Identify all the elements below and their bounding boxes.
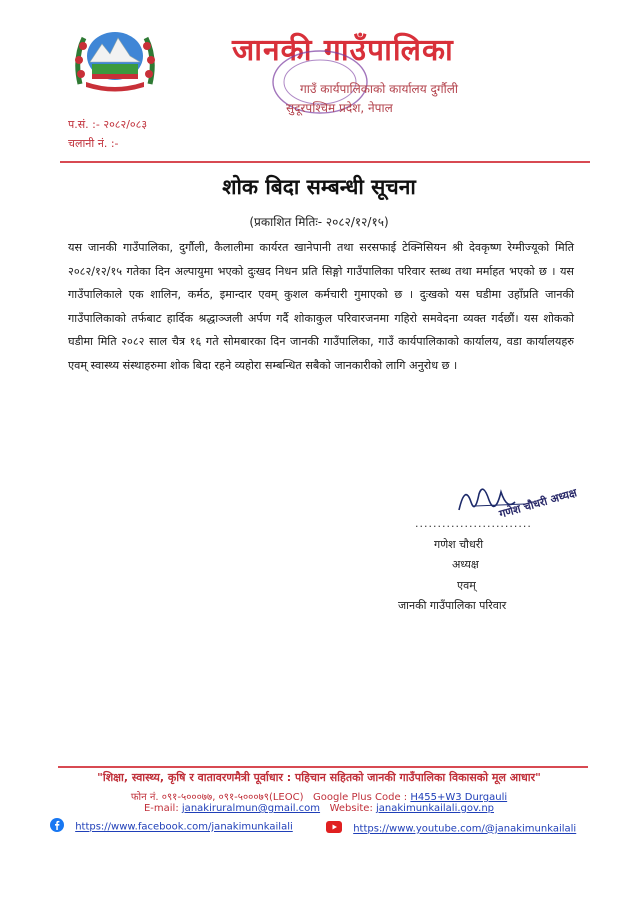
signatory-name: गणेश चौधरी (434, 538, 484, 551)
signature-stamp: गणेश चौधरी अध्यक्ष (497, 486, 579, 521)
signatory-family: जानकी गाउँपालिका परिवार (398, 599, 507, 612)
facebook-row (50, 818, 293, 835)
youtube-row (326, 821, 576, 836)
youtube-link[interactable]: https://www.youtube.com/@janakimunkailali (353, 823, 577, 835)
website-label: Website: (329, 803, 373, 814)
header-divider (60, 161, 590, 163)
footer-contact-line-1 (0, 789, 638, 803)
signature-conjunction: एवम् (457, 579, 476, 592)
notice-title: शोक बिदा सम्बन्धी सूचना (222, 175, 416, 199)
facebook-icon (50, 818, 64, 835)
email-link[interactable]: janakiruralmun@gmail.com (181, 803, 321, 814)
footer-contact-line-2 (0, 803, 638, 814)
signature-line: .......................... (415, 517, 532, 530)
published-date: (प्रकाशित मितिः- २०८२/१२/१५) (249, 215, 389, 229)
municipality-emblem (72, 24, 158, 96)
phone-numbers: फोन नं. ०९१-५०००७७, ०९१-५०००७९(LEOC) (130, 792, 304, 803)
signatory-role: अध्यक्ष (452, 558, 479, 571)
youtube-icon (326, 821, 342, 836)
dispatch-number: चलानी नं. :- (68, 137, 119, 150)
address-line-2: सुदूरपश्चिम प्रदेश, नेपाल (286, 101, 393, 115)
org-name: जानकी गाउँपालिका (232, 33, 454, 68)
facebook-link[interactable]: https://www.facebook.com/janakimunkailali (75, 821, 293, 833)
website-link[interactable]: janakimunkailali.gov.np (376, 803, 495, 814)
address-line-1: गाउँ कार्यपालिकाको कार्यालय दुर्गौली (300, 82, 458, 96)
notice-body: यस जानकी गाउँपालिका, दुर्गौली, कैलालीमा कार्यरत खानेपानी तथा सरसफाई टेक्निसियन श्री देवकृष्ण रेग्मीज्यूको मिति २०८२/१२/१५ गतेका दिन अल्पायुमा भएको दुःखद निधन प्रति सिङ्गो गाउँपालिका परिवार स्तब्ध तथा मर्माहत भएको छ । यस गाउँपालिकाले एक शालिन, कर्मठ, इमान्दार एवम् कुशल कर्मचारी गुमाएको छ । दुःखको यस घडीमा उहाँप्रति जानकी गाउँपालिकाको तर्फबाट हार्दिक श्रद्धाञ्जली अर्पण गर्दै शोकाकुल परिवारजनमा गहिरो समवेदना व्यक्त गर्दछौं। यस शोकको घडीमा मिति २०८२ साल चैत्र १६ गते सोमबारका दिन जानकी गाउँपालिका, गाउँ कार्यपालिकाको कार्यालय, वडा कार्यालयहरु एवम् स्वास्थ्य संस्थाहरुमा शोक बिदा रहने व्यहोरा सम्बन्धित सबैको जानकारीको लागि अनुरोध छ । (68, 241, 574, 372)
footer-divider (58, 766, 588, 768)
footer-motto: "शिक्षा, स्वास्थ्य, कृषि र वातावरणमैत्री पूर्वाधार : पहिचान सहितको जानकी गाउँपालिका विकासको मूल आधार" (97, 771, 541, 784)
email-label: E-mail: (143, 803, 179, 814)
plus-code-link[interactable]: H455+W3 Durgauli (410, 792, 508, 803)
reference-number: प.सं. :- २०८२/०८३ (68, 118, 148, 131)
plus-code-label: Google Plus Code : (313, 792, 408, 803)
